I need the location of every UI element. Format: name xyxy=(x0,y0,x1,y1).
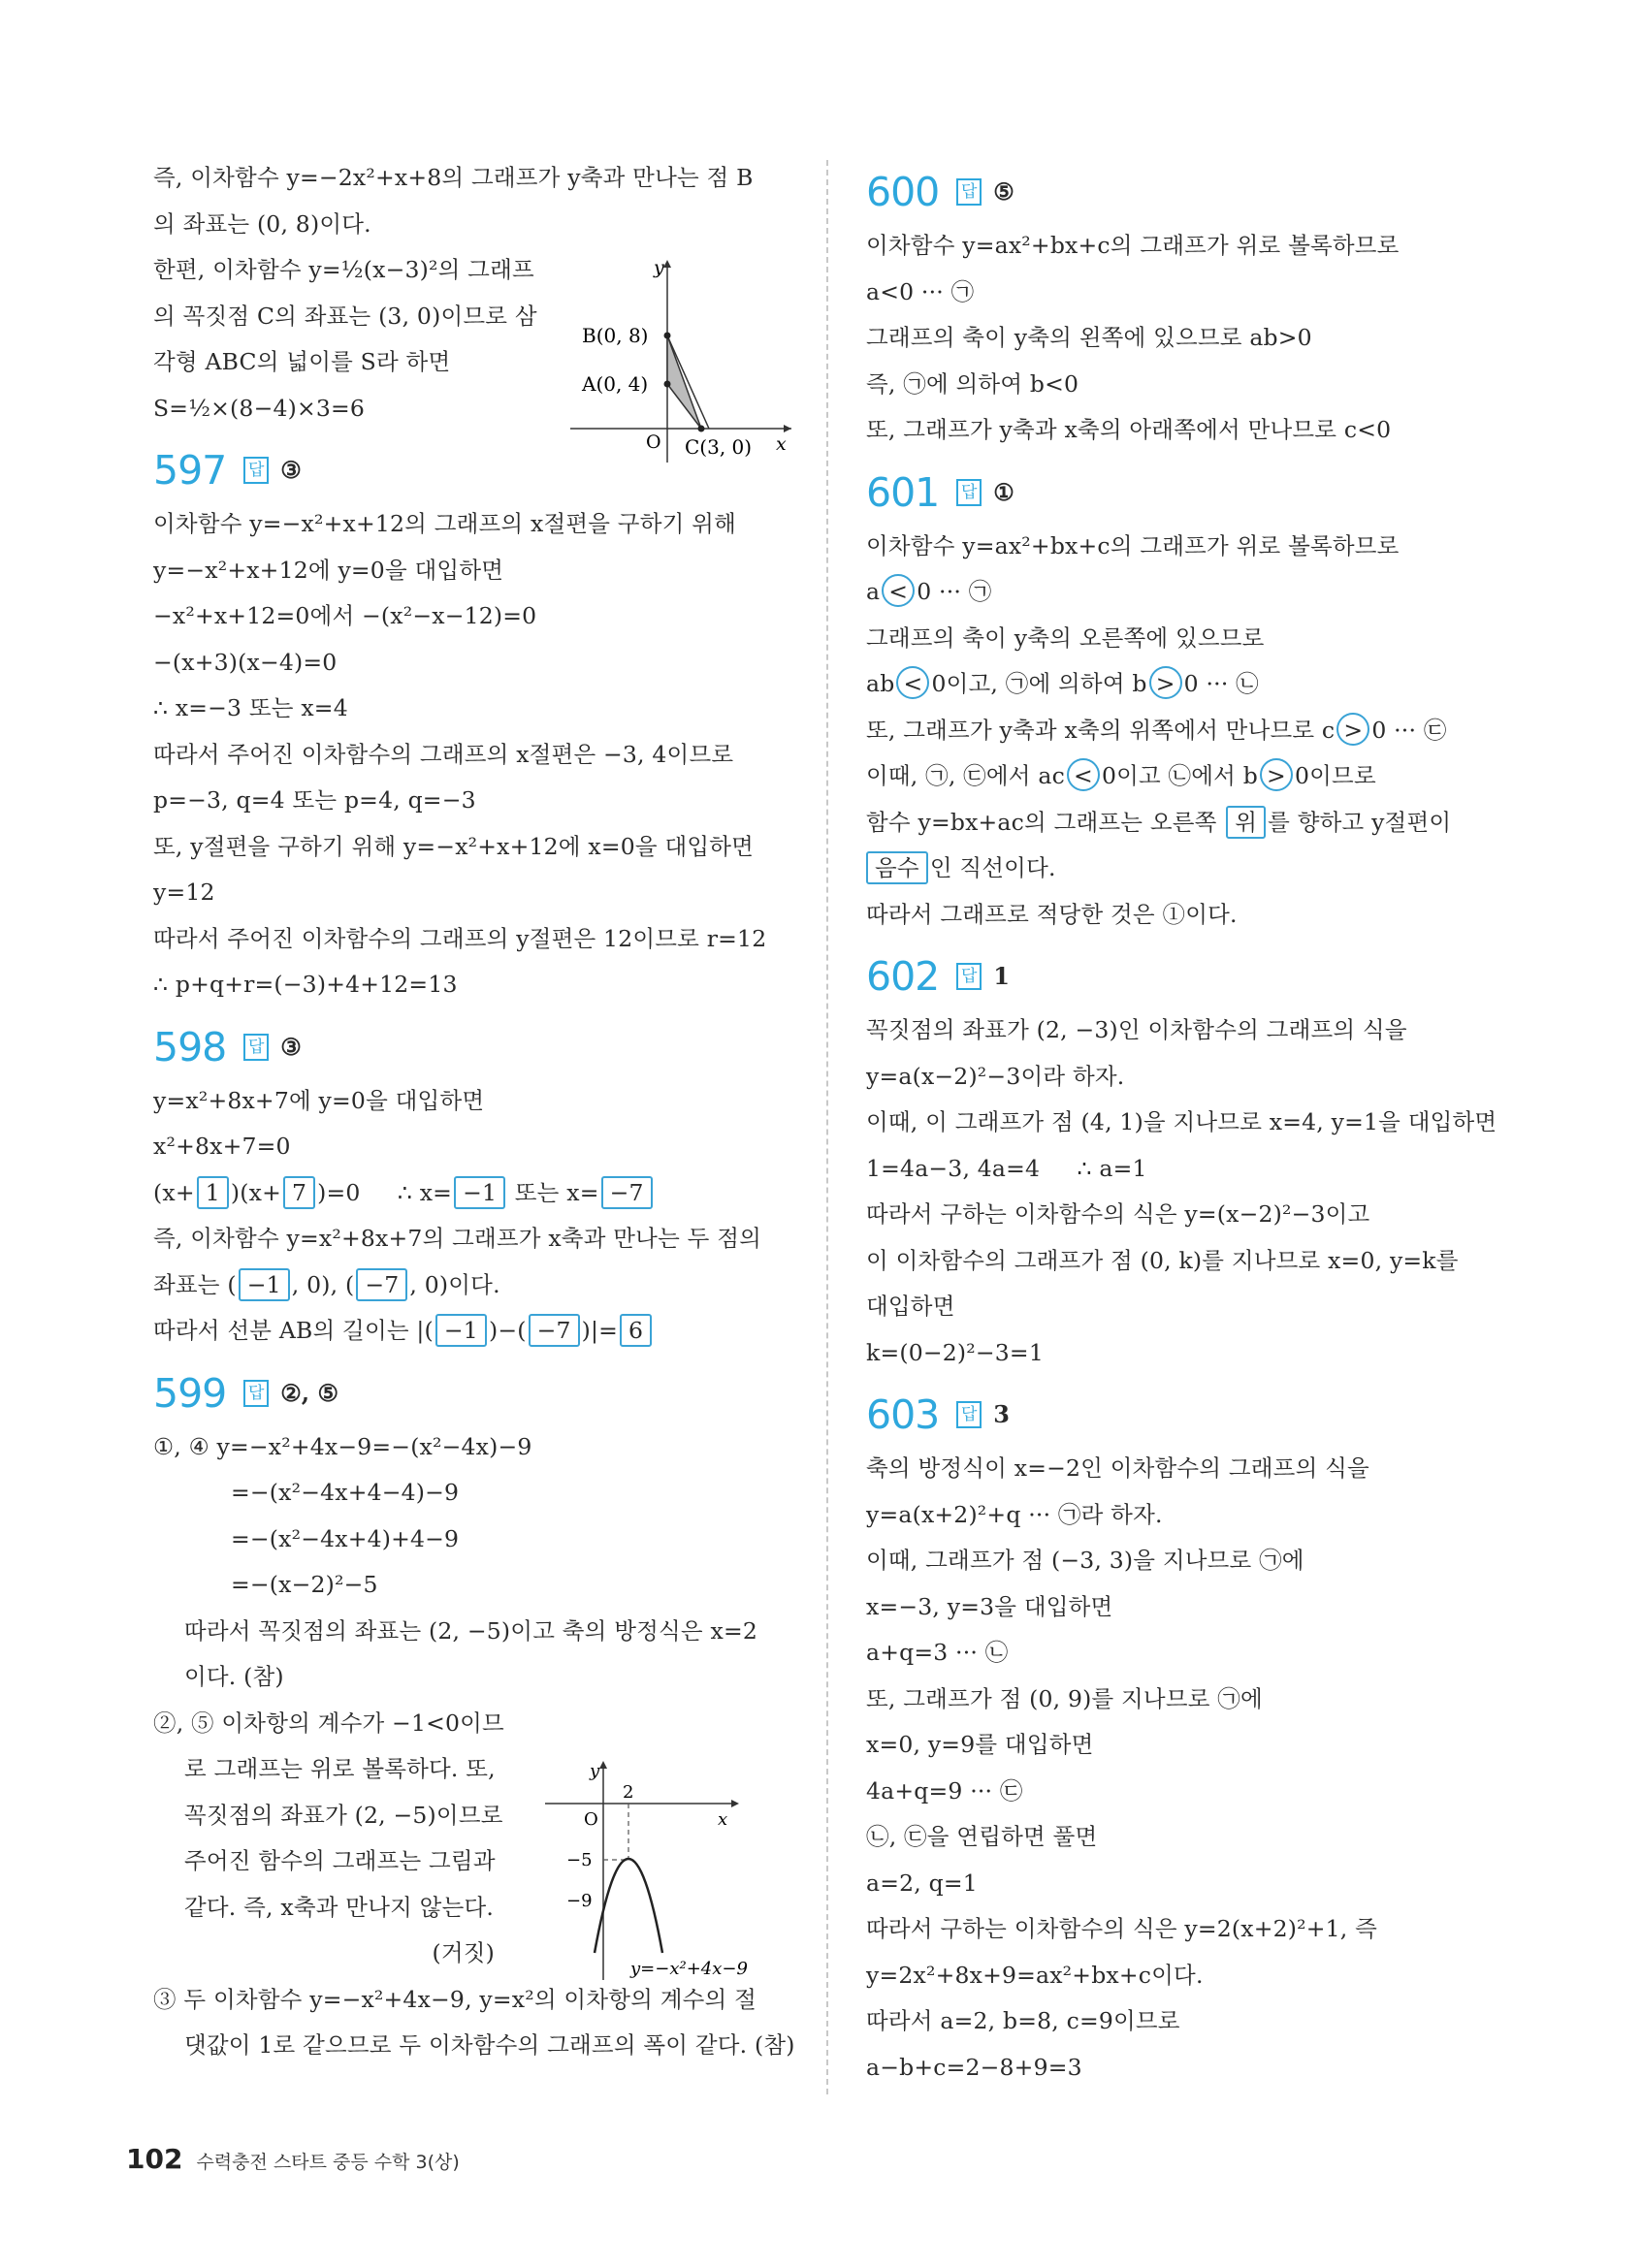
text-line: ∴ p+q+r=(−3)+4+12=13 xyxy=(153,971,458,998)
book-title: 수력충전 스타트 중등 수학 3(상) xyxy=(196,2152,460,2173)
problem-number: 602 xyxy=(866,953,940,1000)
vertex-x-label: 2 xyxy=(623,1782,634,1803)
text-line: 즉, 이차함수 y=x²+8x+7의 그래프가 x축과 만나는 두 점의 xyxy=(153,1225,762,1252)
text-line: S=½×(8−4)×3=6 xyxy=(153,394,366,422)
right-column xyxy=(866,161,1498,2091)
text-segment: 0 ··· ㉡ xyxy=(1183,670,1259,697)
text-line: 댓값이 1로 같으므로 두 이차함수의 그래프의 폭이 같다. (참) xyxy=(184,2031,795,2059)
y-axis-label: y xyxy=(654,257,664,278)
answer-value: 3 xyxy=(993,1400,1010,1428)
text-line: y=12 xyxy=(153,878,215,906)
fill-in-box: 6 xyxy=(620,1314,652,1347)
text-line xyxy=(866,753,1498,800)
column-divider xyxy=(826,160,828,2094)
text-line: =−(x−2)²−5 xyxy=(231,1571,378,1598)
text-segment: 0이고 ㉡에서 b xyxy=(1101,762,1258,789)
text-line: 또, y절편을 구하기 위해 y=−x²+x+12에 x=0을 대입하면 xyxy=(153,832,755,860)
problem-598-header xyxy=(153,1016,786,1078)
text-segment: 또, 그래프가 y축과 x축의 위쪽에서 만나므로 c xyxy=(866,716,1336,744)
text-line: 따라서 그래프로 적당한 것은 ①이다. xyxy=(866,900,1238,928)
answer-value: ③ xyxy=(280,1032,302,1061)
answer-badge: 답 xyxy=(243,457,269,484)
text-line: 이차함수 y=−x²+x+12의 그래프의 x절편을 구하기 위해 xyxy=(153,510,736,537)
fill-in-circle: > xyxy=(1260,758,1293,791)
text-segment: , 0), ( xyxy=(291,1270,355,1298)
text-line xyxy=(153,1308,786,1355)
text-segment: (x+ xyxy=(153,1178,195,1206)
text-segment: )|= xyxy=(581,1317,619,1344)
text-line: ②, ⑤ 이차항의 계수가 −1<0이므 xyxy=(153,1709,504,1737)
text-line: 대입하면 xyxy=(866,1293,955,1320)
fill-in-box: −7 xyxy=(529,1314,580,1347)
text-segment: 또는 x= xyxy=(507,1178,599,1206)
text-line: 따라서 주어진 이차함수의 그래프의 y절편은 12이므로 r=12 xyxy=(153,924,767,952)
problem-602-header xyxy=(866,945,1498,1007)
problem-603-header xyxy=(866,1384,1498,1446)
text-line: 또, 그래프가 y축과 x축의 아래쪽에서 만나므로 c<0 xyxy=(866,416,1392,443)
text-line: =−(x²−4x+4−4)−9 xyxy=(231,1479,460,1506)
parabola-figure xyxy=(543,1751,797,1988)
text-line: 이차함수 y=ax²+bx+c의 그래프가 위로 볼록하므로 xyxy=(866,232,1400,259)
point-a-label: A(0, 4) xyxy=(582,372,649,396)
answer-value: 1 xyxy=(993,962,1010,990)
fill-in-box: 음수 xyxy=(866,851,928,884)
text-line: a+q=3 ··· ㉡ xyxy=(866,1639,1009,1666)
text-line: 같다. 즉, x축과 만나지 않는다. xyxy=(184,1893,495,1921)
text-segment: 0 ··· ㉢ xyxy=(1371,716,1447,744)
problem-number: 599 xyxy=(153,1369,227,1417)
fill-in-box: −1 xyxy=(435,1314,487,1347)
fill-in-circle: > xyxy=(1149,666,1182,699)
text-line: y=2x²+8x+9=ax²+bx+c이다. xyxy=(866,1961,1204,1989)
text-line: y=a(x−2)²−3이라 하자. xyxy=(866,1062,1125,1090)
text-segment: 0이고, ㉠에 의하여 b xyxy=(931,670,1147,697)
page-number: 102 xyxy=(126,2143,183,2175)
text-segment: 함수 y=bx+ac의 그래프는 오른쪽 xyxy=(866,808,1217,836)
text-line xyxy=(153,1262,786,1309)
text-line: 즉, ㉠에 의하여 b<0 xyxy=(866,369,1079,398)
y-intercept-label: −9 xyxy=(566,1891,593,1911)
answer-badge: 답 xyxy=(956,1401,982,1428)
text-line: 로 그래프는 위로 볼록하다. 또, xyxy=(184,1755,496,1782)
text-line: =−(x²−4x+4)+4−9 xyxy=(231,1524,460,1552)
x-axis-label: x xyxy=(718,1809,728,1830)
text-segment: 인 직선이다. xyxy=(929,854,1056,881)
text-line: 이때, 이 그래프가 점 (4, 1)을 지나므로 x=4, y=1을 대입하면 xyxy=(866,1108,1497,1135)
text-line: x=0, y=9를 대입하면 xyxy=(866,1731,1094,1758)
text-line: (거짓) xyxy=(432,1939,495,1966)
fill-in-box: −7 xyxy=(356,1268,407,1301)
text-line: −(x+3)(x−4)=0 xyxy=(153,648,338,676)
text-line: 따라서 꼭짓점의 좌표는 (2, −5)이고 축의 방정식은 x=2 xyxy=(184,1616,758,1645)
text-line: a<0 ··· ㉠ xyxy=(866,277,975,305)
problem-number: 598 xyxy=(153,1023,227,1070)
text-line: 꼭짓점의 좌표가 (2, −3)인 이차함수의 그래프의 식을 xyxy=(866,1016,1407,1043)
fill-in-circle: < xyxy=(882,574,915,607)
text-line: p=−3, q=4 또는 p=4, q=−3 xyxy=(153,786,476,814)
text-line: 4a+q=9 ··· ㉢ xyxy=(866,1776,1023,1805)
text-line: 주어진 함수의 그래프는 그림과 xyxy=(184,1847,496,1874)
text-segment: )=0 ∴ x= xyxy=(317,1178,453,1206)
text-segment: 0이므로 xyxy=(1294,762,1376,789)
fill-in-circle: < xyxy=(1067,758,1100,791)
text-line: 이차함수 y=ax²+bx+c의 그래프가 위로 볼록하므로 xyxy=(866,531,1400,559)
answer-value: ②, ⑤ xyxy=(280,1378,339,1407)
text-segment: 따라서 선분 AB의 길이는 |( xyxy=(153,1317,434,1344)
text-line: ∴ x=−3 또는 x=4 xyxy=(153,694,348,721)
text-line: 즉, 이차함수 y=−2x²+x+8의 그래프가 y축과 만나는 점 B xyxy=(153,164,754,191)
text-line: 이때, 그래프가 점 (−3, 3)을 지나므로 ㉠에 xyxy=(866,1547,1304,1574)
problem-number: 600 xyxy=(866,169,940,215)
point-b-label: B(0, 8) xyxy=(582,324,649,347)
text-line: y=−x²+x+12에 y=0을 대입하면 xyxy=(153,556,504,584)
text-segment: 를 향하고 y절편이 xyxy=(1268,808,1452,836)
text-line: 의 꼭짓점 C의 좌표는 (3, 0)이므로 삼 xyxy=(153,302,537,330)
text-line: 각형 ABC의 넓이를 S라 하면 xyxy=(153,348,451,375)
text-segment: )(x+ xyxy=(230,1178,281,1206)
fill-in-circle: < xyxy=(896,666,929,699)
problem-number: 597 xyxy=(153,447,227,494)
text-segment: , 0)이다. xyxy=(409,1270,500,1298)
equation-label: y=−x²+4x−9 xyxy=(630,1959,748,1979)
origin-label: O xyxy=(584,1809,598,1830)
origin-label: O xyxy=(646,431,661,453)
text-line: 그래프의 축이 y축의 왼쪽에 있으므로 ab>0 xyxy=(866,324,1312,351)
text-line: 1=4a−3, 4a=4 ∴ a=1 xyxy=(866,1154,1147,1182)
text-line: 따라서 구하는 이차함수의 식은 y=(x−2)²−3이고 xyxy=(866,1200,1370,1228)
text-line: a−b+c=2−8+9=3 xyxy=(866,2053,1082,2081)
text-line xyxy=(866,661,1498,708)
problem-number: 603 xyxy=(866,1391,940,1438)
text-line: 한편, 이차함수 y=½(x−3)²의 그래프 xyxy=(153,256,534,283)
text-segment: 0 ··· ㉠ xyxy=(917,578,992,605)
text-line: 의 좌표는 (0, 8)이다. xyxy=(153,209,371,238)
text-line: k=(0−2)²−3=1 xyxy=(866,1338,1044,1366)
fill-in-box: 1 xyxy=(197,1176,229,1209)
fill-in-box: −1 xyxy=(239,1268,290,1301)
answer-badge: 답 xyxy=(243,1034,269,1061)
text-line: y=a(x+2)²+q ··· ㉠라 하자. xyxy=(866,1500,1163,1528)
answer-value: ① xyxy=(993,477,1014,506)
text-line: 따라서 구하는 이차함수의 식은 y=2(x+2)²+1, 즉 xyxy=(866,1915,1378,1942)
y-axis-label: y xyxy=(590,1761,600,1781)
text-line: 따라서 주어진 이차함수의 그래프의 x절편은 −3, 4이므로 xyxy=(153,740,734,768)
answer-value: ⑤ xyxy=(993,177,1014,206)
problem-number: 601 xyxy=(866,468,940,516)
text-segment: )−( xyxy=(488,1317,527,1344)
fill-in-box: 7 xyxy=(283,1176,315,1209)
text-line xyxy=(866,708,1498,754)
text-segment: a xyxy=(866,578,881,605)
page-footer xyxy=(126,2143,460,2175)
point-c-label: C(3, 0) xyxy=(685,435,753,459)
text-line: ①, ④ y=−x²+4x−9=−(x²−4x)−9 xyxy=(153,1432,532,1460)
text-line: 꼭짓점의 좌표가 (2, −5)이므로 xyxy=(184,1801,503,1829)
text-segment: ab xyxy=(866,670,895,697)
problem-601-header xyxy=(866,462,1498,524)
problem-599-header xyxy=(153,1362,786,1424)
fill-in-box: −1 xyxy=(454,1176,505,1209)
problem-600-header xyxy=(866,161,1498,223)
answer-value: ③ xyxy=(280,456,302,484)
text-line: 따라서 a=2, b=8, c=9이므로 xyxy=(866,2007,1180,2034)
text-line: x=−3, y=3을 대입하면 xyxy=(866,1592,1113,1620)
answer-badge: 답 xyxy=(956,963,982,990)
fill-in-box: −7 xyxy=(601,1176,653,1209)
text-line xyxy=(153,1170,786,1217)
x-axis-label: x xyxy=(776,433,787,455)
fill-in-box: 위 xyxy=(1226,806,1266,839)
text-segment: 이때, ㉠, ㉢에서 ac xyxy=(866,762,1065,789)
fill-in-circle: > xyxy=(1336,713,1369,746)
text-line xyxy=(866,800,1498,847)
text-line: a=2, q=1 xyxy=(866,1869,978,1897)
answer-badge: 답 xyxy=(956,178,982,206)
text-line: ③ 두 이차함수 y=−x²+4x−9, y=x²의 이차항의 계수의 절 xyxy=(153,1985,757,2013)
answer-badge: 답 xyxy=(243,1380,269,1407)
triangle-figure xyxy=(570,254,803,473)
text-line xyxy=(866,846,1498,892)
text-line: 축의 방정식이 x=−2인 이차함수의 그래프의 식을 xyxy=(866,1454,1369,1482)
text-line: 또, 그래프가 점 (0, 9)를 지나므로 ㉠에 xyxy=(866,1684,1263,1712)
text-line: 그래프의 축이 y축의 오른쪽에 있으므로 xyxy=(866,623,1265,652)
answer-badge: 답 xyxy=(956,479,982,506)
text-line: ㉡, ㉢을 연립하면 풀면 xyxy=(866,1823,1098,1850)
text-line: 이 이차함수의 그래프가 점 (0, k)를 지나므로 x=0, y=k를 xyxy=(866,1246,1459,1274)
text-line: y=x²+8x+7에 y=0을 대입하면 xyxy=(153,1086,485,1114)
text-segment: 좌표는 ( xyxy=(153,1270,237,1298)
text-line: 이다. (참) xyxy=(184,1663,284,1690)
text-line xyxy=(866,569,1498,616)
vertex-y-label: −5 xyxy=(566,1850,593,1870)
text-line: x²+8x+7=0 xyxy=(153,1133,291,1160)
text-line: −x²+x+12=0에서 −(x²−x−12)=0 xyxy=(153,602,537,629)
